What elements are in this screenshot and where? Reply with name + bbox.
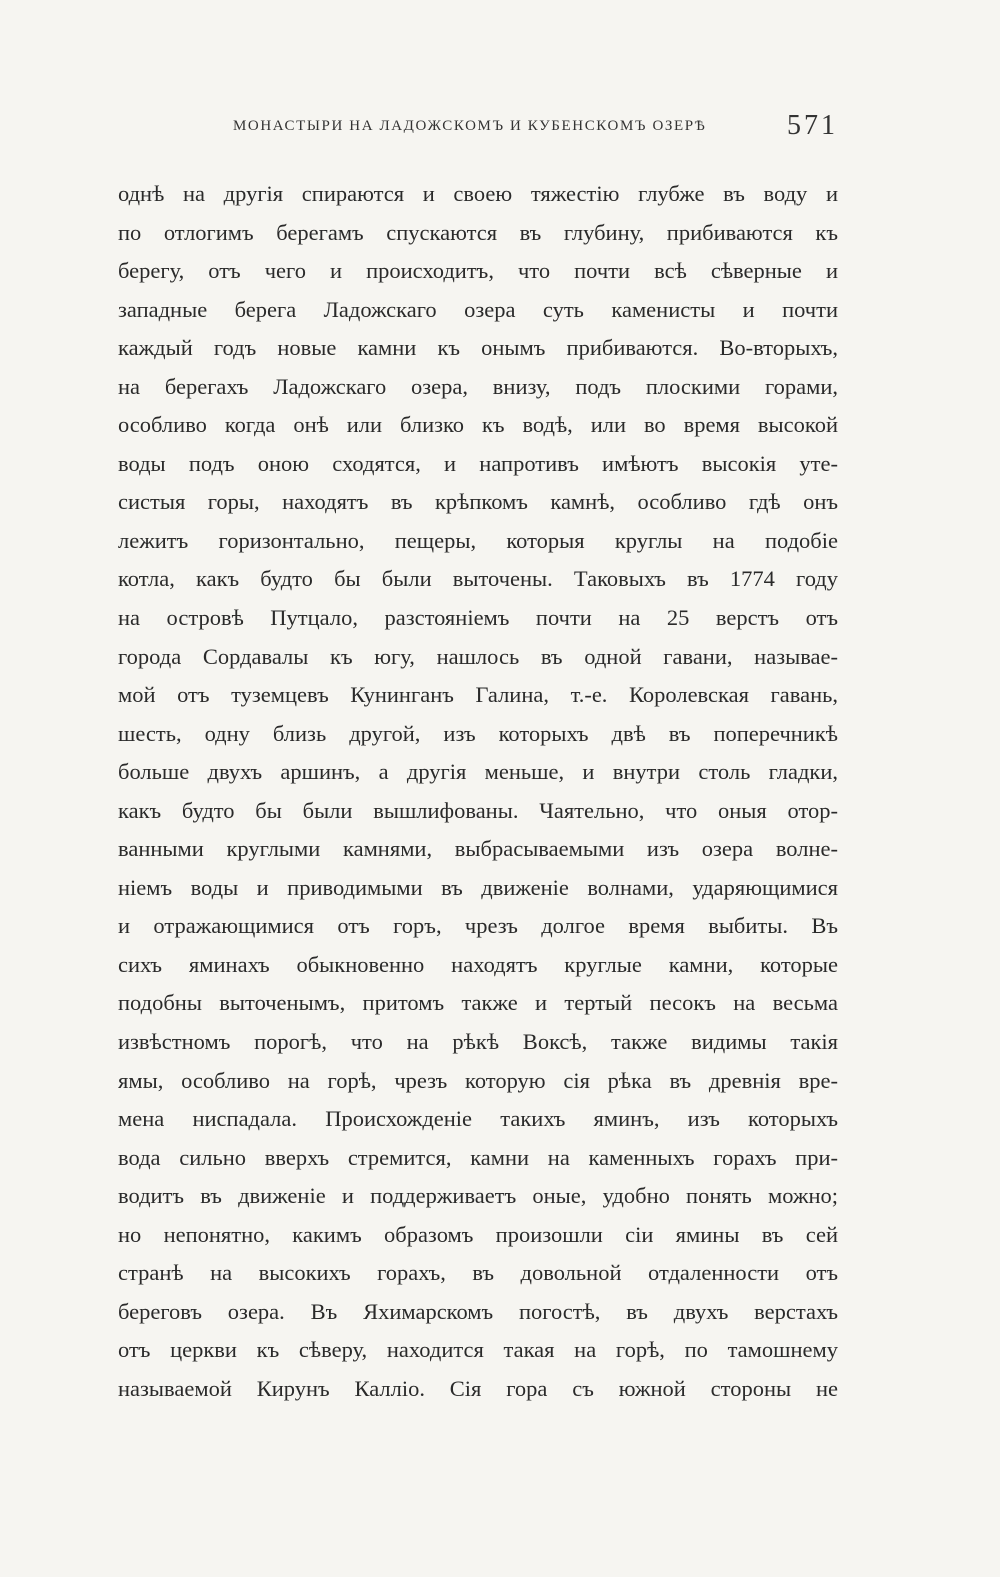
text-line: отъ церкви къ сѣверу, находится такая на горѣ, по тамошнему [118,1337,838,1363]
text-line: какъ будто бы были вышлифованы. Чаятельно, что оныя отор- [118,797,838,823]
text-line: особливо когда онѣ или близко къ водѣ, или во время высокой [118,412,838,438]
text-line: сихъ яминахъ обыкновенно находятъ круглые камни, которые [118,951,838,977]
text-line: берегу, отъ чего и происходитъ, что почти всѣ сѣверные и [118,258,838,284]
text-line: вода сильно вверхъ стремится, камни на каменныхъ горахъ при- [118,1144,838,1170]
text-line: мой отъ туземцевъ Кунинганъ Галина, т.-е. Королевская гавань, [118,682,838,708]
body-text [118,175,838,1409]
text-line: водитъ въ движеніе и поддерживаетъ оные, удобно понять можно; [118,1183,838,1209]
text-line: больше двухъ аршинъ, а другія меньше, и внутри столь гладки, [118,759,838,785]
text-line: называемой Кирунъ Калліо. Сія гора съ южной стороны не [118,1375,838,1401]
text-line: каждый годъ новые камни къ онымъ прибиваются. Во-вторыхъ, [118,335,838,361]
text-line: ніемъ воды и приводимыми въ движеніе волнами, ударяющимися [118,874,838,900]
text-line: города Сордавалы къ югу, нашлось въ одной гавани, называе- [118,643,838,669]
text-line: котла, какъ будто бы были выточены. Таковыхъ въ 1774 году [118,566,838,592]
text-line: извѣстномъ порогѣ, что на рѣкѣ Воксѣ, также видимы такія [118,1029,838,1055]
text-line: береговъ озера. Въ Яхимарскомъ погостѣ, въ двухъ верстахъ [118,1298,838,1324]
text-line: лежитъ горизонтально, пещеры, которыя круглы на подобіе [118,527,838,553]
text-line: западные берега Ладожскаго озера суть каменисты и почти [118,296,838,322]
running-title: МОНАСТЫРИ НА ЛАДОЖСКОМЪ И КУБЕНСКОМЪ ОЗЕРѢ [233,118,707,134]
text-line: странѣ на высокихъ горахъ, въ довольной отдаленности отъ [118,1260,838,1286]
page-number: 571 [787,110,838,141]
text-line: систыя горы, находятъ въ крѣпкомъ камнѣ, особливо гдѣ онъ [118,489,838,515]
text-line: на берегахъ Ладожскаго озера, внизу, подъ плоскими горами, [118,373,838,399]
text-line: ямы, особливо на горѣ, чрезъ которую сія рѣка въ древнія вре- [118,1067,838,1093]
text-line: воды подъ оною сходятся, и напротивъ имѣютъ высокія уте- [118,450,838,476]
text-line: подобны выточенымъ, притомъ также и тертый песокъ на весьма [118,990,838,1016]
text-line: ванными круглыми камнями, выбрасываемыми изъ озера волне- [118,836,838,862]
text-line: и отражающимися отъ горъ, чрезъ долгое время выбиты. Въ [118,913,838,939]
text-line: на островѣ Путцало, разстояніемъ почти на 25 верстъ отъ [118,605,838,631]
text-line: шесть, одну близь другой, изъ которыхъ двѣ въ поперечникѣ [118,720,838,746]
text-line: мена ниспадала. Происхожденіе такихъ яминъ, изъ которыхъ [118,1106,838,1132]
text-line: но непонятно, какимъ образомъ произошли сіи ямины въ сей [118,1221,838,1247]
text-line: по отлогимъ берегамъ спускаются въ глубину, прибиваются къ [118,219,838,245]
text-line: однѣ на другія спираются и своею тяжестію глубже въ воду и [118,181,838,206]
